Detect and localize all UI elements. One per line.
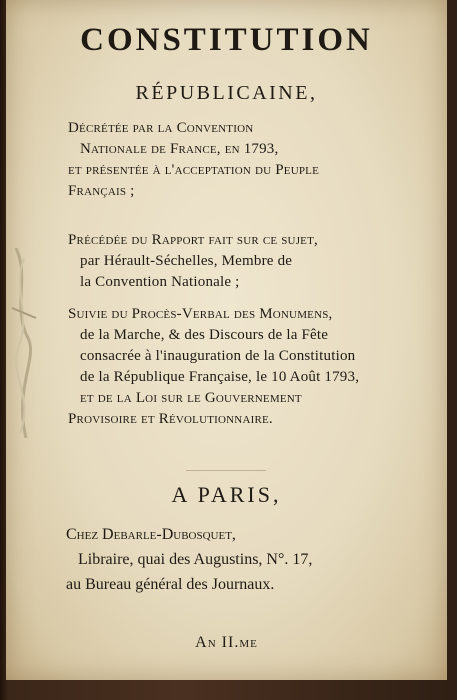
title-page — [6, 0, 447, 680]
text-line: Libraire, quai des Augustins, N°. 17, — [78, 551, 313, 568]
text-line: par Hérault-Séchelles, Membre de — [80, 253, 293, 269]
page-title: CONSTITUTION — [80, 22, 373, 58]
publication-year: An II.me — [195, 634, 258, 651]
text-line: et de la Loi sur le Gouvernement — [80, 390, 302, 406]
text-line: de la République Française, le 10 Août 1793, — [80, 369, 360, 385]
text-line: Suivie du Procès-Verbal des Monumens, — [68, 306, 333, 322]
text-line: Chez Debarle-Dubosquet, — [66, 526, 236, 543]
publisher-block — [66, 522, 312, 597]
text-line: Nationale de France, en 1793, — [80, 141, 279, 157]
text-line: la Convention Nationale ; — [80, 274, 240, 290]
text-line: au Bureau général des Journaux. — [66, 576, 275, 593]
divider — [186, 470, 266, 471]
text-line: Précédée du Rapport fait sur ce sujet, — [68, 232, 318, 248]
text-line: consacrée à l'inauguration de la Constitution — [80, 348, 356, 364]
binding-thread-icon — [10, 248, 40, 438]
publication-place: A PARIS, — [171, 482, 282, 507]
text-line: de la Marche, & des Discours de la Fête — [80, 327, 329, 343]
text-line: Provisoire et Révolutionnaire. — [68, 411, 273, 427]
report-paragraph — [68, 230, 318, 293]
decree-paragraph — [68, 118, 319, 202]
proceedings-paragraph — [68, 304, 359, 430]
text-line: Français ; — [68, 183, 135, 199]
text-line: et présentée à l'acceptation du Peuple — [68, 162, 320, 178]
text-line: Décrétée par la Convention — [68, 120, 254, 136]
page-subtitle: RÉPUBLICAINE, — [135, 82, 318, 104]
